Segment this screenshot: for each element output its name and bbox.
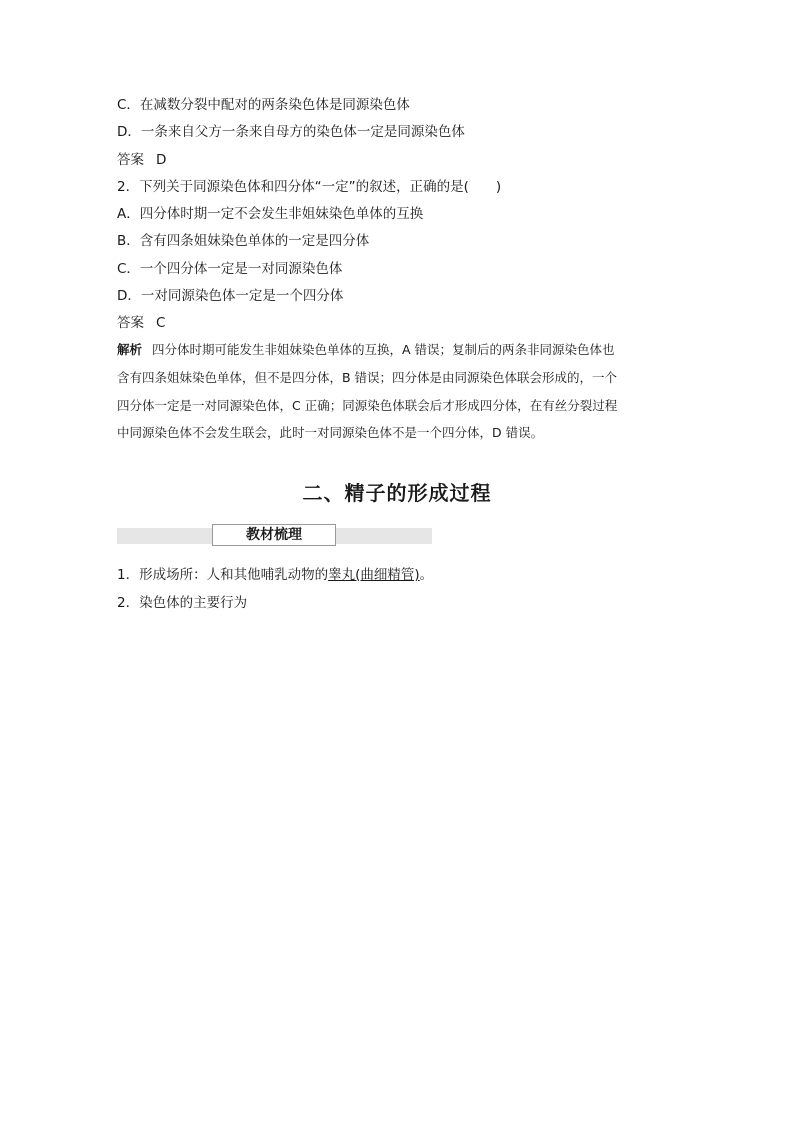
q1-option-c: C．在减数分裂中配对的两条染色体是同源染色体 (117, 97, 410, 113)
q2-analysis-line-1 (117, 341, 682, 359)
q2-option-b: B．含有四条姐妹染色单体的一定是四分体 (117, 233, 370, 249)
answer-value: C (156, 315, 166, 331)
item-1-suffix: 。 (419, 567, 434, 583)
analysis-label: 解析 (117, 342, 143, 357)
answer-value: D (156, 152, 167, 168)
q1-option-d: D．一条来自父方一条来自母方的染色体一定是同源染色体 (117, 124, 465, 140)
item-1 (117, 566, 433, 584)
answer-label: 答案 (117, 315, 144, 331)
q2-analysis-line-4: 中同源染色体不会发生联会，此时一对同源染色体不是一个四分体，D 错误。 (117, 425, 544, 440)
q2-analysis-line-3: 四分体一定是一对同源染色体，C 正确；同源染色体联会后才形成四分体，在有丝分裂过程 (117, 398, 618, 413)
q2-option-a: A．四分体时期一定不会发生非姐妹染色单体的互换 (117, 206, 424, 222)
q2-option-c: C．一个四分体一定是一对同源染色体 (117, 261, 343, 277)
analysis-text: 四分体时期可能发生非姐妹染色单体的互换，A 错误；复制后的两条非同源染色体也 (152, 342, 615, 357)
q2-stem: 2．下列关于同源染色体和四分体“一定”的叙述，正确的是( ) (117, 179, 502, 195)
item-1-prefix: 1．形成场所：人和其他哺乳动物的 (117, 567, 329, 583)
item-1-answer: 睾丸(曲细精管) (328, 567, 420, 583)
q1-answer (117, 151, 166, 169)
section-title: 二、精子的形成过程 (302, 481, 492, 505)
q2-analysis-line-2: 含有四条姐妹染色单体，但不是四分体，B 错误；四分体是由同源染色体联会形成的，一个 (117, 370, 618, 385)
answer-label: 答案 (117, 152, 144, 168)
section-band-label: 教材梳理 (212, 524, 336, 546)
q2-answer (117, 314, 165, 332)
item-2: 2．染色体的主要行为 (117, 595, 248, 611)
q2-option-d: D．一对同源染色体一定是一个四分体 (117, 288, 344, 304)
